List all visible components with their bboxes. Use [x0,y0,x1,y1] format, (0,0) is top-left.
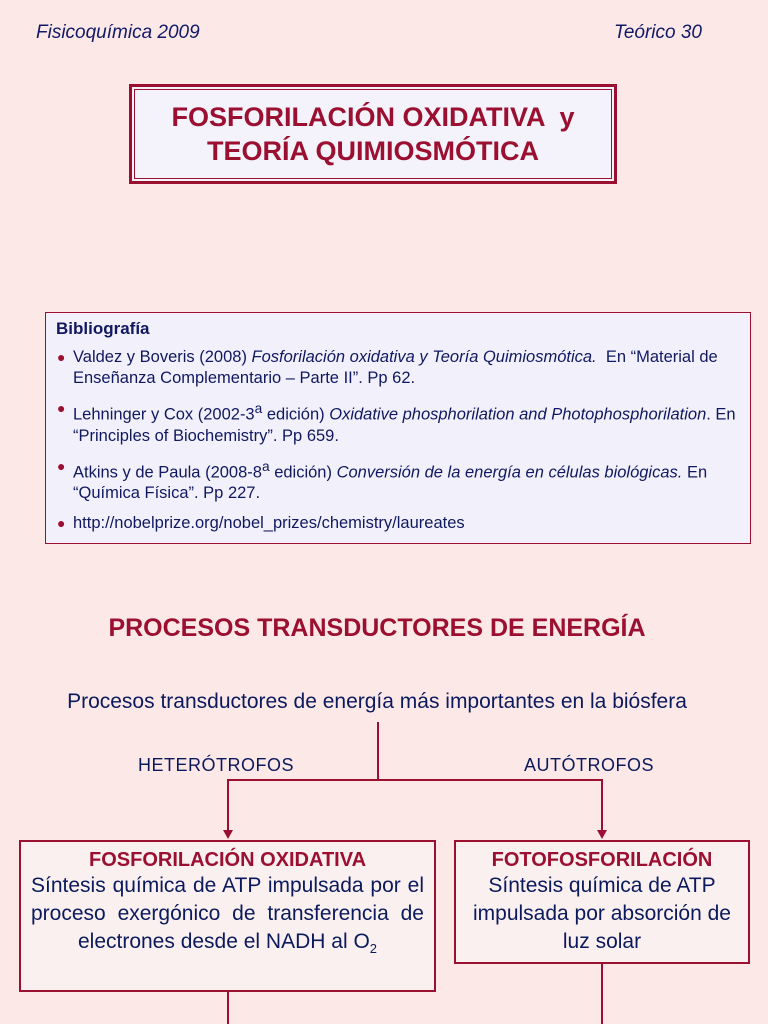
title-box [129,84,617,184]
ref-source: . En “Principles of Biochemistry”. Pp 659. [73,405,736,445]
arrow-down-icon [223,830,233,839]
arrow-down-icon [597,830,607,839]
ref-title: Oxidative phosphorilation and Photophosphorilation [329,405,707,424]
bibliography-heading: Bibliografía [56,319,150,338]
ref-authors: Valdez y Boveris (2008) [73,348,252,366]
bullet-icon: ● [57,349,66,365]
box-title: FOSFORILACIÓN OXIDATIVA [88,849,367,871]
ref-url[interactable]: http://nobelprize.org/nobel_prizes/chemistry/laureates [73,514,465,532]
bullet-icon: ● [57,400,66,416]
box-title: FOTOFOSFORILACIÓN [491,849,713,871]
ref-ordinal: a [254,401,263,416]
connector-left-continue [227,992,229,1024]
ref-source: En “Química Física”. Pp 227. [73,463,708,502]
connector-left-drop [227,779,229,831]
photophosphorylation-box [454,840,750,964]
title-line-2: TEORÍA QUIMIOSMÓTICA [207,136,539,166]
lecture-number: Teórico 30 [613,22,702,43]
autotrophs-label: AUTÓTROFOS [524,755,654,775]
ref-authors: Atkins y de Paula (2008-8 [73,463,262,481]
bibliography-item [56,456,740,505]
bibliography-item [56,513,740,534]
connector-vertical-top [377,722,379,780]
ref-authors: Lehninger y Cox (2002-3 [73,405,255,424]
ref-ordinal: a [261,458,270,474]
bullet-icon: ● [57,515,66,531]
box-body: Síntesis química de ATP impulsada por el proceso exergónico de transferencia de electrones desde el NADH al $O_2$ [31,874,424,957]
heterotrophs-label: HETERÓTROFOS [138,755,295,775]
bullet-icon: ● [57,457,66,474]
oxidative-phosphorylation-box [19,840,436,992]
section-title: PROCESOS TRANSDUCTORES DE ENERGÍA [108,614,646,642]
connector-right-drop [601,779,603,831]
section-subtitle: Procesos transductores de energía más importantes en la biósfera [67,690,687,713]
ref-title: Conversión de la energía en células biológicas. [336,463,683,481]
title-line-1: FOSFORILACIÓN OXIDATIVA y [171,102,575,132]
ref-source: En “Material de Enseñanza Complementario – Parte II”. Pp 62. [73,348,723,387]
ref-title: Fosforilación oxidativa y Teoría Quimiosmótica. [251,348,597,366]
bibliography-item [56,398,740,447]
ref-edition: edición) [262,405,330,424]
bibliography-box [45,312,751,544]
connector-right-continue [601,964,603,1024]
ref-edition: edición) [269,463,337,481]
connector-horizontal [227,779,603,781]
bibliography-item [56,347,740,389]
box-body: Síntesis química de ATP impulsada por absorción de luz solar [473,874,731,953]
course-name: Fisicoquímica 2009 [36,22,200,43]
bibliography-list [56,347,740,534]
